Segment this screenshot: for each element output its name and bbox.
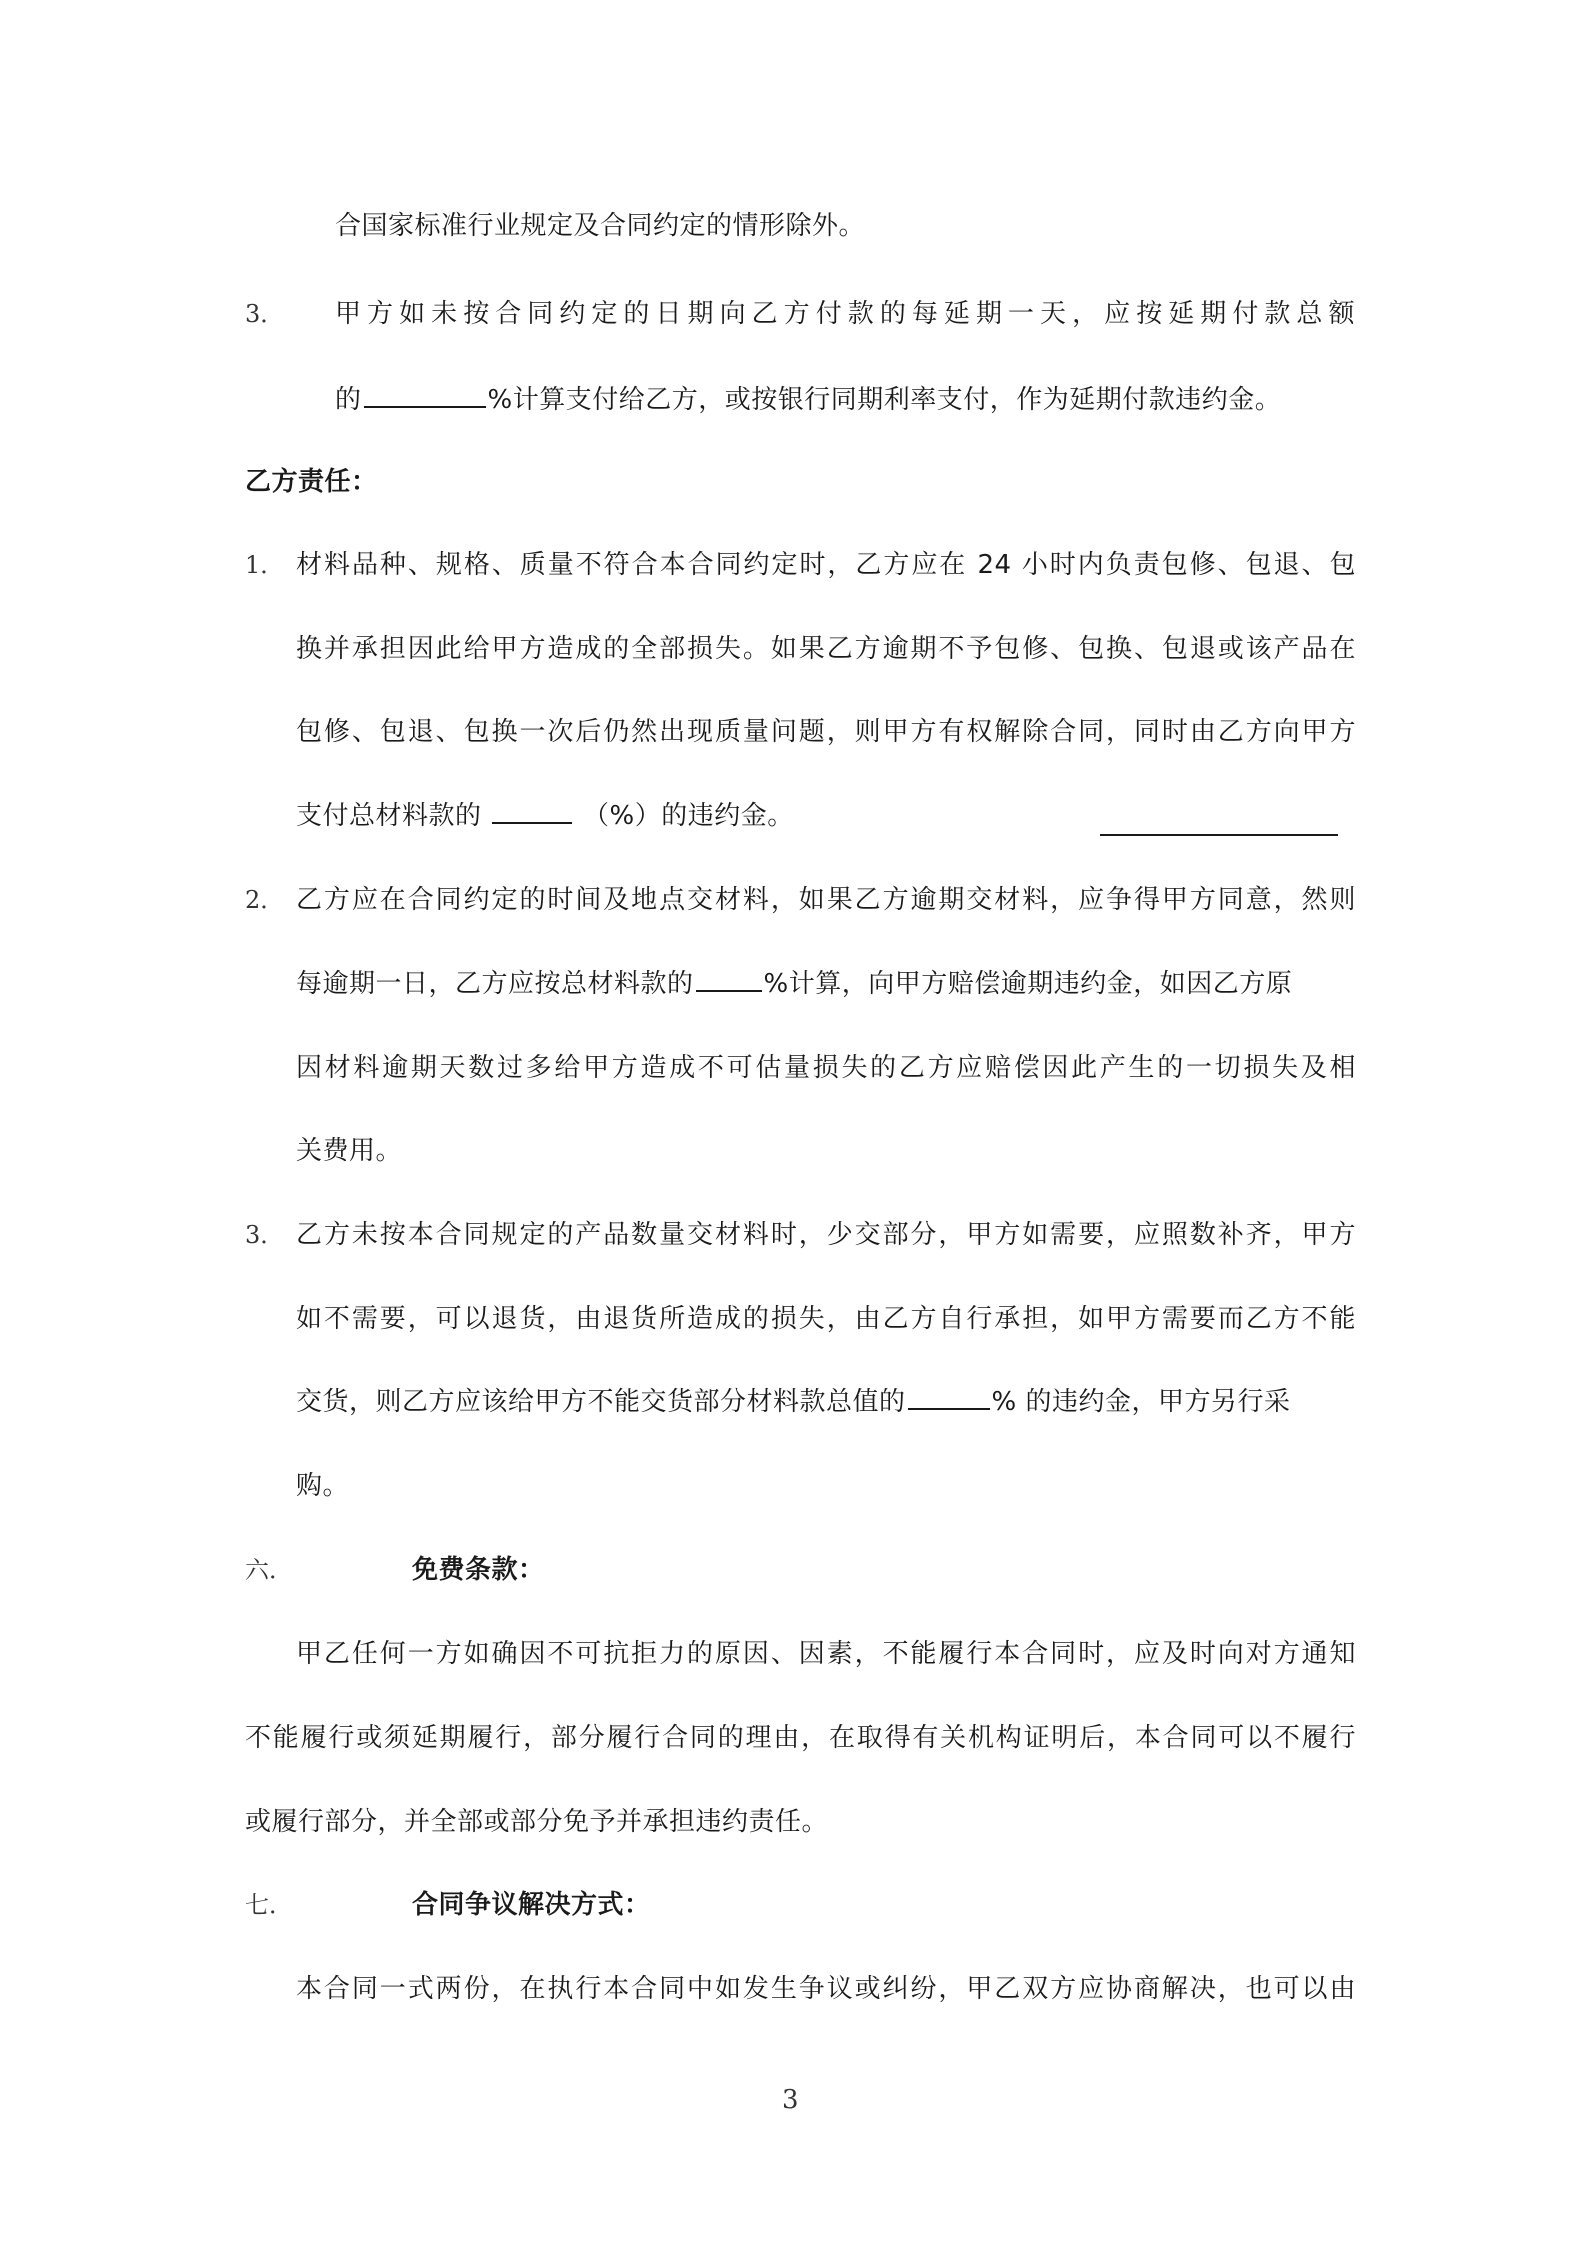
page-number: 3 — [782, 2085, 799, 2115]
paragraph-line: 本合同一式两份，在执行本合同中如发生争议或纠纷，甲乙双方应协商解决，也可以由 — [296, 1974, 1356, 2004]
signature-line — [1100, 834, 1338, 836]
paragraph-line: 包修、包退、包换一次后仍然出现质量问题，则甲方有权解除合同，同时由乙方向甲方 — [296, 717, 1356, 747]
paragraph-line: 购。 — [296, 1471, 350, 1501]
text-segment: （%）的违约金。 — [583, 801, 794, 831]
paragraph-line: 甲乙任何一方如确因不可抗拒力的原因、因素，不能履行本合同时，应及时向对方通知 — [296, 1639, 1356, 1669]
text-segment: 支付总材料款的 — [296, 801, 482, 831]
paragraph-line: 关费用。 — [296, 1136, 403, 1166]
paragraph-line: 或履行部分，并全部或部分免予并承担违约责任。 — [245, 1807, 829, 1837]
paragraph-line: 材料品种、规格、质量不符合本合同约定时，乙方应在 24 小时内负责包修、包退、包 — [296, 550, 1356, 580]
list-number: 1． — [245, 551, 285, 579]
paragraph-line: 乙方应在合同约定的时间及地点交材料，如果乙方逾期交材料，应争得甲方同意，然则 — [296, 885, 1356, 915]
paragraph-line — [296, 964, 1292, 1004]
text-segment: 交货，则乙方应该给甲方不能交货部分材料款总值的 — [296, 1387, 906, 1417]
paragraph-line — [335, 380, 1281, 420]
section-heading: 合同争议解决方式： — [412, 1890, 651, 1920]
paragraph-line — [296, 796, 794, 836]
fill-in-blank — [492, 796, 572, 824]
paragraph-line — [296, 1382, 1291, 1422]
fill-in-blank — [908, 1382, 990, 1410]
section-number: 七． — [245, 1891, 293, 1919]
fill-in-blank — [364, 380, 486, 408]
paragraph-line: 因材料逾期天数过多给甲方造成不可估量损失的乙方应赔偿因此产生的一切损失及相 — [296, 1053, 1356, 1083]
text-segment: 每逾期一日，乙方应按总材料款的 — [296, 969, 694, 999]
text-segment: 的 — [335, 385, 362, 415]
text-segment: %计算支付给乙方，或按银行同期利率支付，作为延期付款违约金。 — [487, 385, 1282, 415]
list-number: 2． — [245, 886, 285, 914]
section-heading: 乙方责任： — [245, 467, 378, 497]
list-number: 3． — [245, 300, 285, 328]
paragraph-line: 乙方未按本合同规定的产品数量交材料时，少交部分，甲方如需要，应照数补齐，甲方 — [296, 1220, 1356, 1250]
paragraph-line: 不能履行或须延期履行，部分履行合同的理由，在取得有关机构证明后，本合同可以不履行 — [245, 1723, 1356, 1753]
paragraph-line: 合国家标准行业规定及合同约定的情形除外。 — [335, 211, 866, 241]
paragraph-line: 换并承担因此给甲方造成的全部损失。如果乙方逾期不予包修、包换、包退或该产品在 — [296, 634, 1356, 664]
text-segment: % 的违约金，甲方另行采 — [991, 1387, 1291, 1417]
section-number: 六． — [245, 1556, 293, 1584]
list-number: 3． — [245, 1221, 285, 1249]
fill-in-blank — [696, 964, 762, 992]
section-heading: 免费条款： — [412, 1555, 545, 1585]
paragraph-line: 如不需要，可以退货，由退货所造成的损失，由乙方自行承担，如甲方需要而乙方不能 — [296, 1304, 1356, 1334]
paragraph-line: 甲方如未按合同约定的日期向乙方付款的每延期一天，应按延期付款总额 — [335, 299, 1355, 329]
text-segment: %计算，向甲方赔偿逾期违约金，如因乙方原 — [763, 969, 1293, 999]
